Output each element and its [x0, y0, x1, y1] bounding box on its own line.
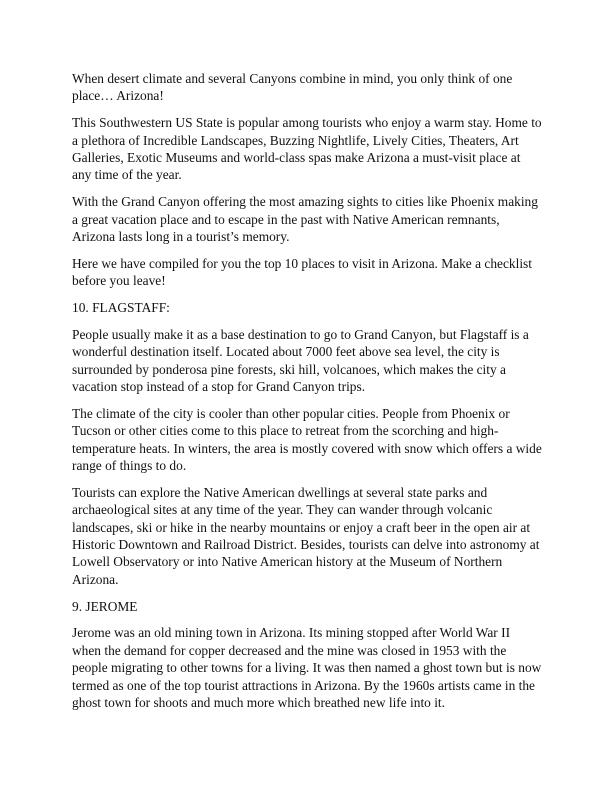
section-heading: 9. JEROME	[72, 598, 138, 614]
body-paragraph: Here we have compiled for you the top 10 places to visit in Arizona. Make a checklist before you leave!	[72, 255, 532, 289]
body-paragraph: With the Grand Canyon offering the most amazing sights to cities like Phoenix making a great vacation place and to escape in the past with Native American remnants, Arizona lasts long in a tourist’s memory.	[72, 194, 538, 245]
section-heading: 10. FLAGSTAFF:	[72, 300, 170, 316]
document-page	[72, 70, 542, 721]
body-paragraph: People usually make it as a base destination to go to Grand Canyon, but Flagstaff is a wonderful destination itself. Located about 7000 feet above sea level, the city is surrounded by ponderosa pine forests, ski hill, volcanoes, which makes the city a vacation stop instead of a stop for Grand Canyon trips.	[72, 326, 529, 395]
body-paragraph: Jerome was an old mining town in Arizona. Its mining stopped after World War II when the demand for copper decreased and the mine was closed in 1953 with the people migrating to other towns for a living. It was then named a ghost town but is now termed as one of the top tourist attractions in Arizona. By the 1960s artists came in the ghost town for shoots and much more which breathed new life into it.	[72, 625, 542, 711]
body-paragraph: This Southwestern US State is popular among tourists who enjoy a warm stay. Home to a plethora of Incredible Landscapes, Buzzing Nightlife, Lively Cities, Theaters, Art Galleries, Exotic Museums and world-class spas make Arizona a must-visit place at any time of the year.	[72, 115, 542, 183]
intro-paragraph: When desert climate and several Canyons combine in mind, you only think of one place… Arizona!	[72, 71, 513, 104]
body-paragraph: The climate of the city is cooler than other popular cities. People from Phoenix or Tucson or other cities come to this place to retreat from the scorching and high-temperature heats. In winters, the area is mostly covered with snow which offers a wide range of things to do.	[72, 405, 542, 474]
body-paragraph: Tourists can explore the Native American dwellings at several state parks and archaeological sites at any time of the year. They can wander through volcanic landscapes, ski or hike in the nearby mountains or enjoy a craft beer in the open air at Historic Downtown and Railroad District. Besides, tourists can delve into astronomy at Lowell Observatory or into Native American history at the Museum of Northern Arizona.	[72, 484, 540, 587]
